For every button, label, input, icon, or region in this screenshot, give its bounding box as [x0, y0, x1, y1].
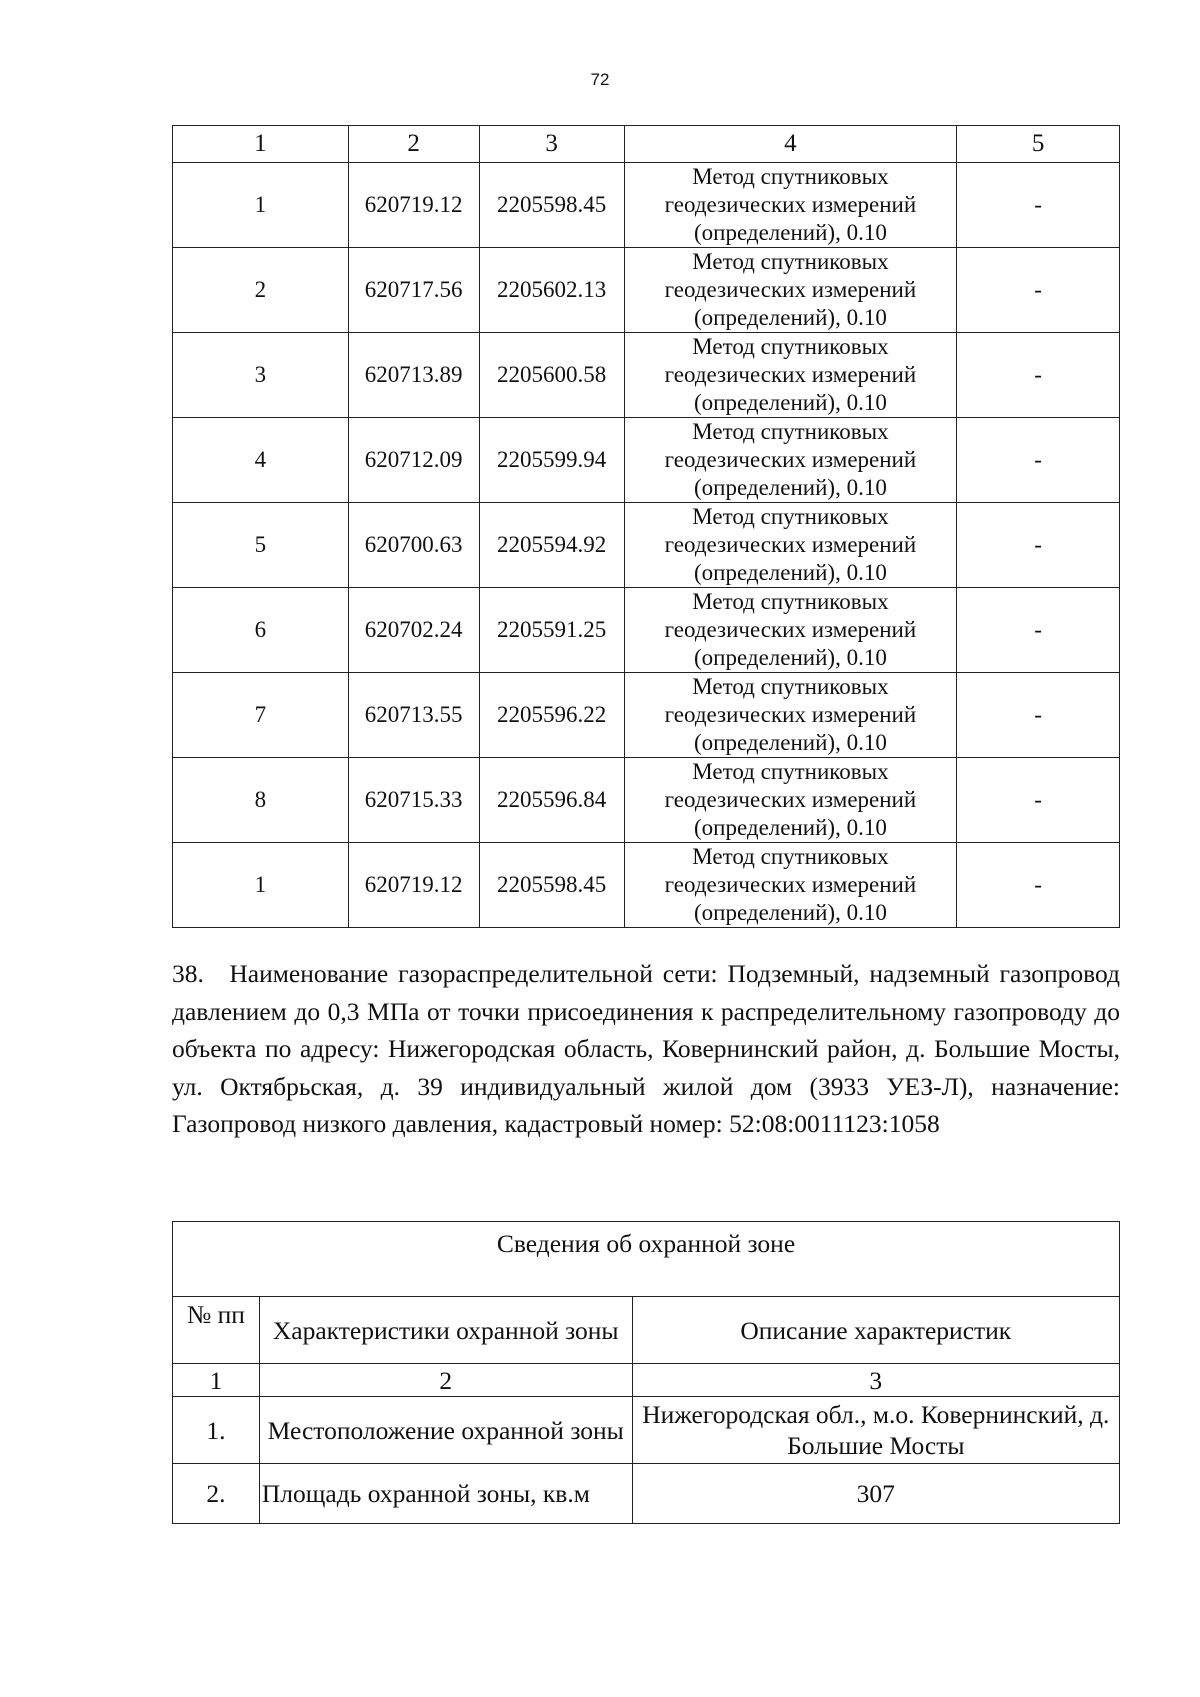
page-number: 72	[590, 70, 610, 89]
coord-y: 2205596.84	[479, 758, 624, 843]
point-number: 5	[173, 503, 349, 588]
method-cell: Метод спутниковых геодезических измерений (определений), 0.10	[624, 163, 957, 248]
method-cell: Метод спутниковых геодезических измерений (определений), 0.10	[624, 418, 957, 503]
description-cell: 307	[632, 1464, 1119, 1524]
method-cell: Метод спутниковых геодезических измерений (определений), 0.10	[624, 673, 957, 758]
table-row	[173, 1397, 1120, 1464]
coord-y: 2205594.92	[479, 503, 624, 588]
table-row	[173, 843, 1120, 928]
coordinates-table	[172, 125, 1120, 928]
item-38-paragraph: 38. Наименование газораспределительной сети: Подземный, надземный газопровод давлением до 0,3 МПа от точки присоединения к распределительному газопроводу до объекта по адресу: Нижегородская область, Ковернинский район, д. Большие Мосты, ул. Октябрьская, д. 39 индивидуальный жилой дом (3933 УЕЗ-Л), назначение: Газопровод низкого давления, кадастровый номер: 52:08:0011123:1058	[172, 959, 1120, 1138]
note-cell: -	[957, 418, 1120, 503]
table-row	[173, 163, 1120, 248]
point-number: 6	[173, 588, 349, 673]
point-number: 3	[173, 333, 349, 418]
table-row	[173, 248, 1120, 333]
coord-y: 2205598.45	[479, 163, 624, 248]
method-cell: Метод спутниковых геодезических измерений (определений), 0.10	[624, 333, 957, 418]
note-cell: -	[957, 843, 1120, 928]
table-row	[173, 673, 1120, 758]
coord-y: 2205596.22	[479, 673, 624, 758]
table-row	[173, 418, 1120, 503]
coord-x: 620715.33	[348, 758, 479, 843]
zone-column-numbers-row	[173, 1364, 1120, 1397]
zone-table-caption: Сведения об охранной зоне	[173, 1222, 1120, 1297]
table-row	[173, 333, 1120, 418]
method-cell: Метод спутниковых геодезических измерений (определений), 0.10	[624, 758, 957, 843]
method-cell: Метод спутниковых геодезических измерений (определений), 0.10	[624, 503, 957, 588]
row-number: 1.	[173, 1397, 260, 1464]
characteristic-cell: Местоположение охранной зоны	[259, 1397, 632, 1464]
column-header: 3	[479, 126, 624, 163]
note-cell: -	[957, 588, 1120, 673]
point-number: 2	[173, 248, 349, 333]
column-number: 2	[259, 1364, 632, 1397]
column-header: 5	[957, 126, 1120, 163]
table-header-row	[173, 126, 1120, 163]
coord-y: 2205591.25	[479, 588, 624, 673]
table-row	[173, 758, 1120, 843]
zone-header-row	[173, 1297, 1120, 1364]
column-header: 1	[173, 126, 349, 163]
table-row	[173, 503, 1120, 588]
coord-x: 620702.24	[348, 588, 479, 673]
note-cell: -	[957, 248, 1120, 333]
coord-x: 620713.89	[348, 333, 479, 418]
method-cell: Метод спутниковых геодезических измерений (определений), 0.10	[624, 588, 957, 673]
coord-y: 2205600.58	[479, 333, 624, 418]
coord-x: 620700.63	[348, 503, 479, 588]
row-number: 2.	[173, 1464, 260, 1524]
zone-caption-row	[173, 1222, 1120, 1297]
coord-x: 620712.09	[348, 418, 479, 503]
description-cell: Нижегородская обл., м.о. Ковернинский, д. Большие Мосты	[632, 1397, 1119, 1464]
note-cell: -	[957, 673, 1120, 758]
point-number: 1	[173, 843, 349, 928]
characteristic-cell: Площадь охранной зоны, кв.м	[259, 1464, 632, 1524]
coord-y: 2205598.45	[479, 843, 624, 928]
coord-x: 620713.55	[348, 673, 479, 758]
point-number: 7	[173, 673, 349, 758]
note-cell: -	[957, 333, 1120, 418]
column-header: 2	[348, 126, 479, 163]
coord-x: 620717.56	[348, 248, 479, 333]
coord-y: 2205599.94	[479, 418, 624, 503]
table-row	[173, 1464, 1120, 1524]
note-cell: -	[957, 163, 1120, 248]
coord-x: 620719.12	[348, 163, 479, 248]
column-number: 1	[173, 1364, 260, 1397]
table-row	[173, 588, 1120, 673]
column-header: № пп	[173, 1297, 260, 1364]
point-number: 4	[173, 418, 349, 503]
column-header: Характеристики охранной зоны	[259, 1297, 632, 1364]
column-header: Описание характеристик	[632, 1297, 1119, 1364]
column-header: 4	[624, 126, 957, 163]
point-number: 8	[173, 758, 349, 843]
note-cell: -	[957, 758, 1120, 843]
method-cell: Метод спутниковых геодезических измерений (определений), 0.10	[624, 248, 957, 333]
coord-x: 620719.12	[348, 843, 479, 928]
method-cell: Метод спутниковых геодезических измерений (определений), 0.10	[624, 843, 957, 928]
note-cell: -	[957, 503, 1120, 588]
column-number: 3	[632, 1364, 1119, 1397]
protection-zone-table	[172, 1221, 1120, 1524]
point-number: 1	[173, 163, 349, 248]
coord-y: 2205602.13	[479, 248, 624, 333]
